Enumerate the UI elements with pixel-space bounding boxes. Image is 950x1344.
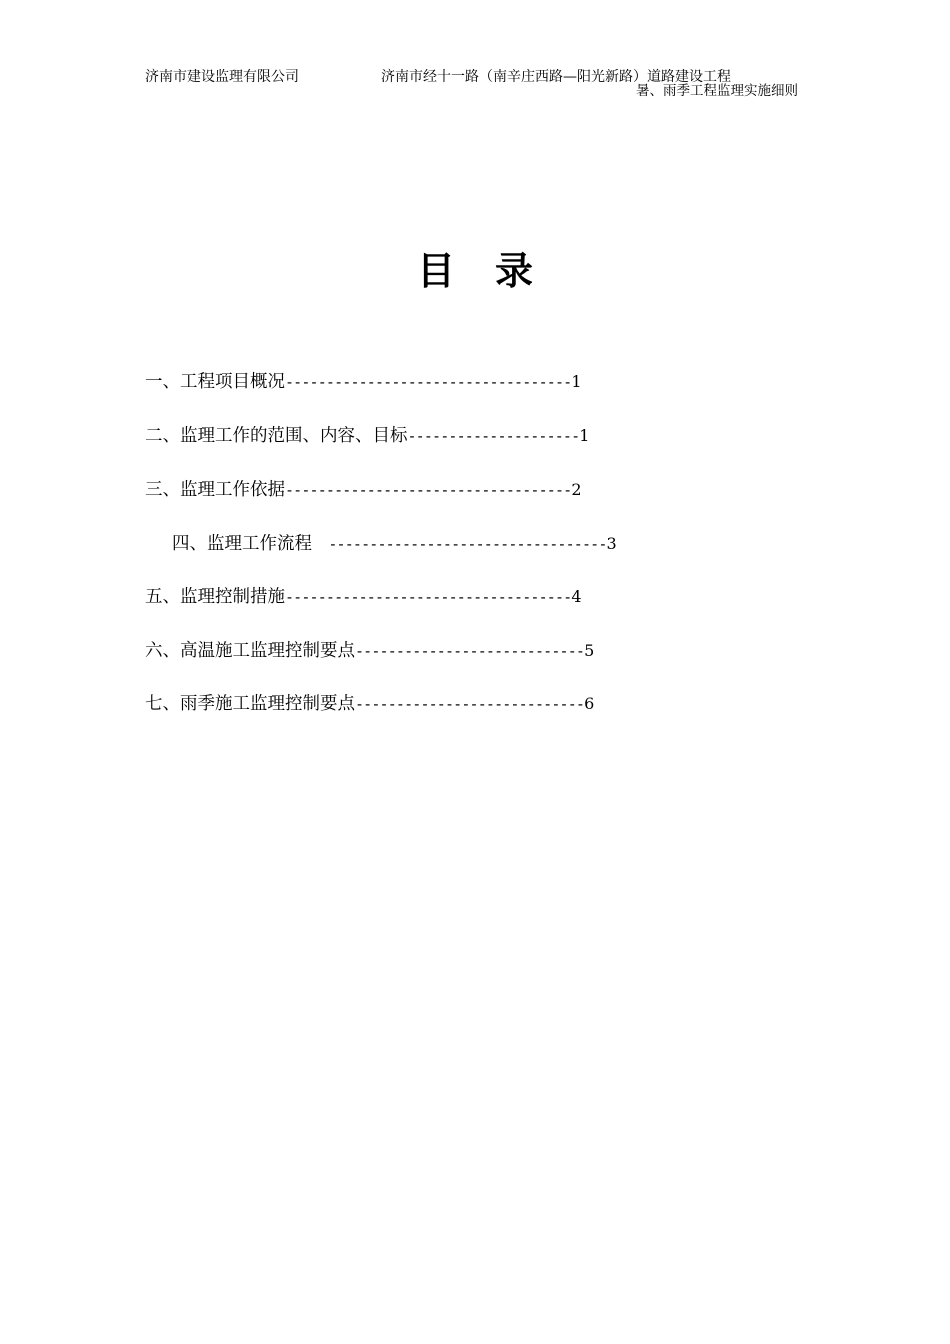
toc-entry-page: 5: [584, 641, 595, 660]
toc-entry-label: 七、雨季施工监理控制要点: [145, 694, 355, 714]
toc-entry-leader: ----------------------------: [355, 695, 585, 713]
toc-entry[interactable]: [145, 425, 589, 447]
toc-entry[interactable]: [145, 371, 582, 393]
toc-entry-page: 4: [571, 587, 582, 606]
toc-entry-page: 1: [579, 426, 590, 445]
toc-entry-leader: ---------------------: [407, 427, 580, 445]
toc-entry-leader: -----------------------------------: [285, 588, 572, 606]
toc-entry[interactable]: [172, 533, 617, 555]
toc-entry[interactable]: [145, 693, 594, 715]
toc-entry-leader: ----------------------------------: [312, 535, 607, 553]
toc-entry-label: 六、高温施工监理控制要点: [145, 641, 355, 661]
toc-entry[interactable]: [145, 586, 582, 608]
toc-entry[interactable]: [145, 479, 582, 501]
toc-entry-label: 三、监理工作依据: [145, 480, 285, 500]
toc-entry-page: 2: [571, 480, 582, 499]
toc-heading-char-2: 录: [495, 248, 534, 293]
header-project-title: 济南市经十一路（南辛庄西路—阳光新路）道路建设工程: [381, 69, 731, 85]
toc-entry-leader: ----------------------------: [355, 642, 585, 660]
toc-heading: [0, 248, 950, 294]
header-document-title: 暑、雨季工程监理实施细则: [636, 83, 798, 99]
toc-entry-leader: -----------------------------------: [285, 481, 572, 499]
toc-heading-char-1: 目: [416, 248, 455, 293]
toc-entry-leader: -----------------------------------: [285, 373, 572, 391]
toc-entry-page: 6: [584, 694, 595, 713]
toc-entry-label: 四、监理工作流程: [172, 534, 312, 554]
header-company: 济南市建设监理有限公司: [145, 69, 299, 85]
toc-entry[interactable]: [145, 640, 594, 662]
toc-entry-page: 1: [571, 372, 582, 391]
toc-entry-label: 一、工程项目概况: [145, 372, 285, 392]
toc-entry-page: 3: [606, 534, 617, 553]
toc-entry-label: 五、监理控制措施: [145, 587, 285, 607]
toc-entry-label: 二、监理工作的范围、内容、目标: [145, 426, 408, 446]
